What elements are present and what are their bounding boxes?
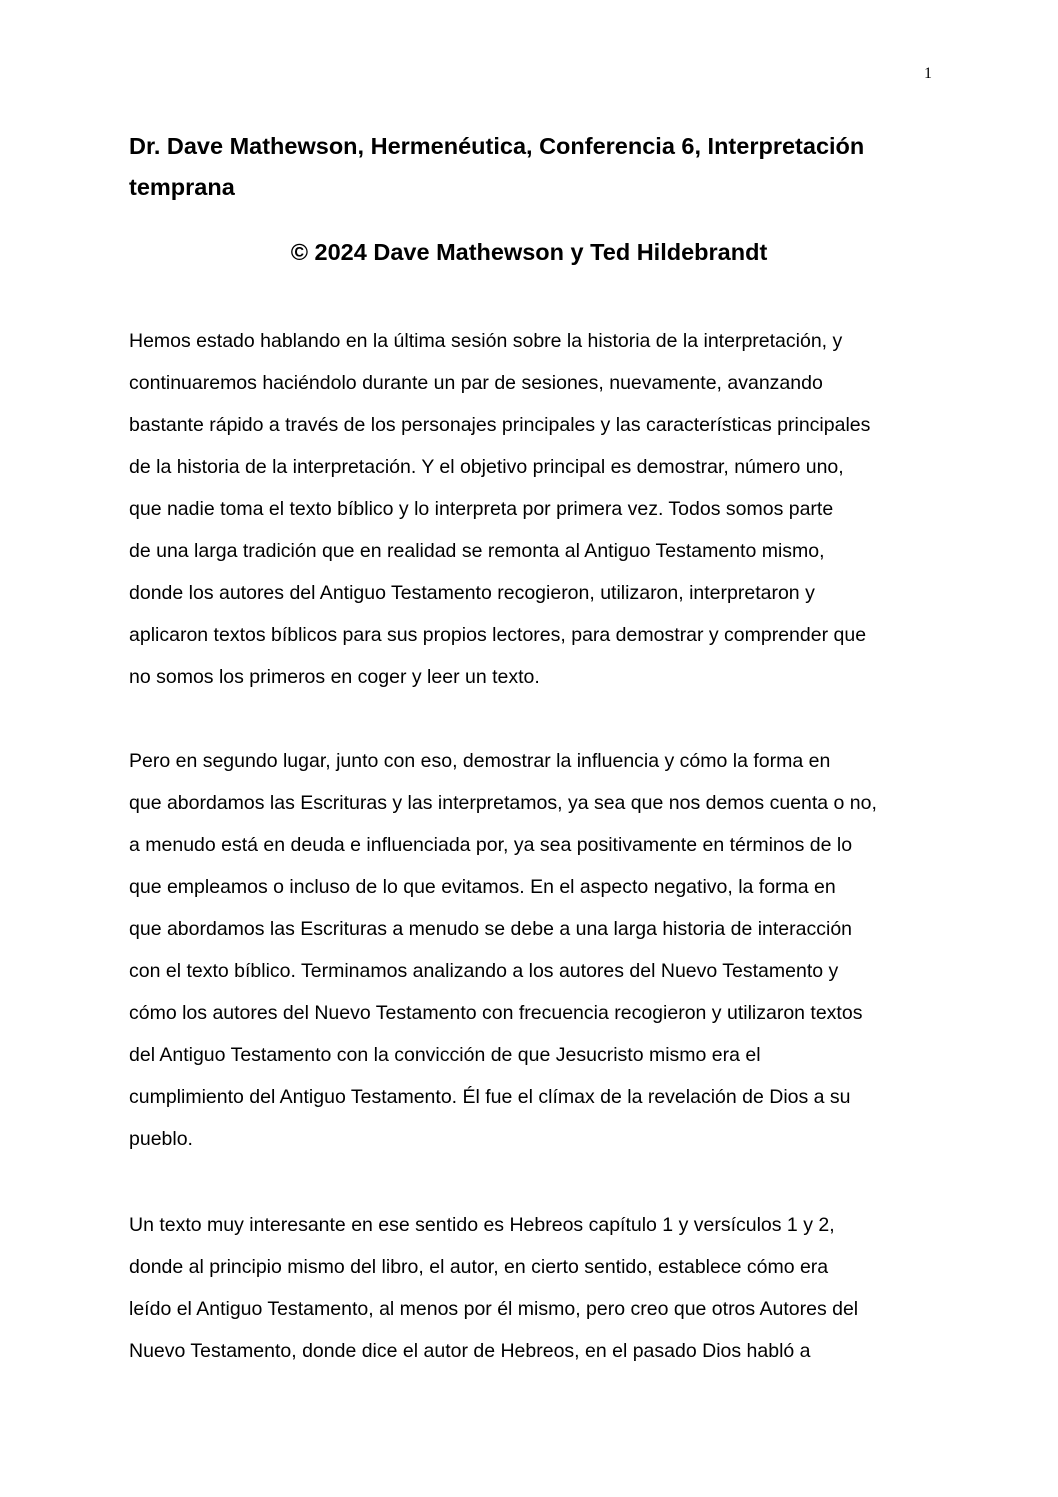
text-line: con el texto bíblico. Terminamos analizando a los autores del Nuevo Testamento y	[129, 960, 839, 982]
document-title	[129, 126, 929, 208]
text-line: que nadie toma el texto bíblico y lo interpreta por primera vez. Todos somos parte	[129, 498, 834, 520]
text-line: donde al principio mismo del libro, el autor, en cierto sentido, establece cómo era	[129, 1256, 829, 1278]
text-line: Hemos estado hablando en la última sesión sobre la historia de la interpretación, y	[129, 330, 843, 352]
paragraph-3	[129, 1204, 929, 1372]
text-line: Nuevo Testamento, donde dice el autor de Hebreos, en el pasado Dios habló a	[129, 1340, 811, 1362]
paragraph-2	[129, 740, 929, 1160]
copyright-notice: © 2024 Dave Mathewson y Ted Hildebrandt	[290, 239, 768, 265]
text-line: de la historia de la interpretación. Y el objetivo principal es demostrar, número uno,	[129, 456, 844, 478]
text-line: Un texto muy interesante en ese sentido es Hebreos capítulo 1 y versículos 1 y 2,	[129, 1214, 835, 1236]
page-number: 1	[924, 65, 932, 82]
text-line: continuaremos haciéndolo durante un par de sesiones, nuevamente, avanzando	[129, 372, 823, 394]
text-line: leído el Antiguo Testamento, al menos por él mismo, pero creo que otros Autores del	[129, 1298, 859, 1320]
text-line: que empleamos o incluso de lo que evitamos. En el aspecto negativo, la forma en	[129, 876, 836, 898]
text-line: bastante rápido a través de los personajes principales y las características principales	[129, 414, 871, 436]
text-line: no somos los primeros en coger y leer un texto.	[129, 666, 540, 688]
text-line: donde los autores del Antiguo Testamento recogieron, utilizaron, interpretaron y	[129, 582, 815, 604]
text-line: cómo los autores del Nuevo Testamento con frecuencia recogieron y utilizaron textos	[129, 1002, 863, 1024]
text-line: pueblo.	[129, 1128, 193, 1150]
text-line: que abordamos las Escrituras y las interpretamos, ya sea que nos demos cuenta o no,	[129, 792, 877, 814]
title-line: temprana	[129, 174, 235, 200]
title-line: Dr. Dave Mathewson, Hermenéutica, Conferencia 6, Interpretación	[129, 133, 865, 159]
text-line: a menudo está en deuda e influenciada por, ya sea positivamente en términos de lo	[129, 834, 853, 856]
text-line: del Antiguo Testamento con la convicción de que Jesucristo mismo era el	[129, 1044, 761, 1066]
text-line: aplicaron textos bíblicos para sus propios lectores, para demostrar y comprender que	[129, 624, 867, 646]
text-line: cumplimiento del Antiguo Testamento. Él fue el clímax de la revelación de Dios a su	[129, 1086, 851, 1108]
text-line: Pero en segundo lugar, junto con eso, demostrar la influencia y cómo la forma en	[129, 750, 831, 772]
text-line: de una larga tradición que en realidad se remonta al Antiguo Testamento mismo,	[129, 540, 825, 562]
text-line: que abordamos las Escrituras a menudo se debe a una larga historia de interacción	[129, 918, 853, 940]
paragraph-1	[129, 320, 929, 698]
